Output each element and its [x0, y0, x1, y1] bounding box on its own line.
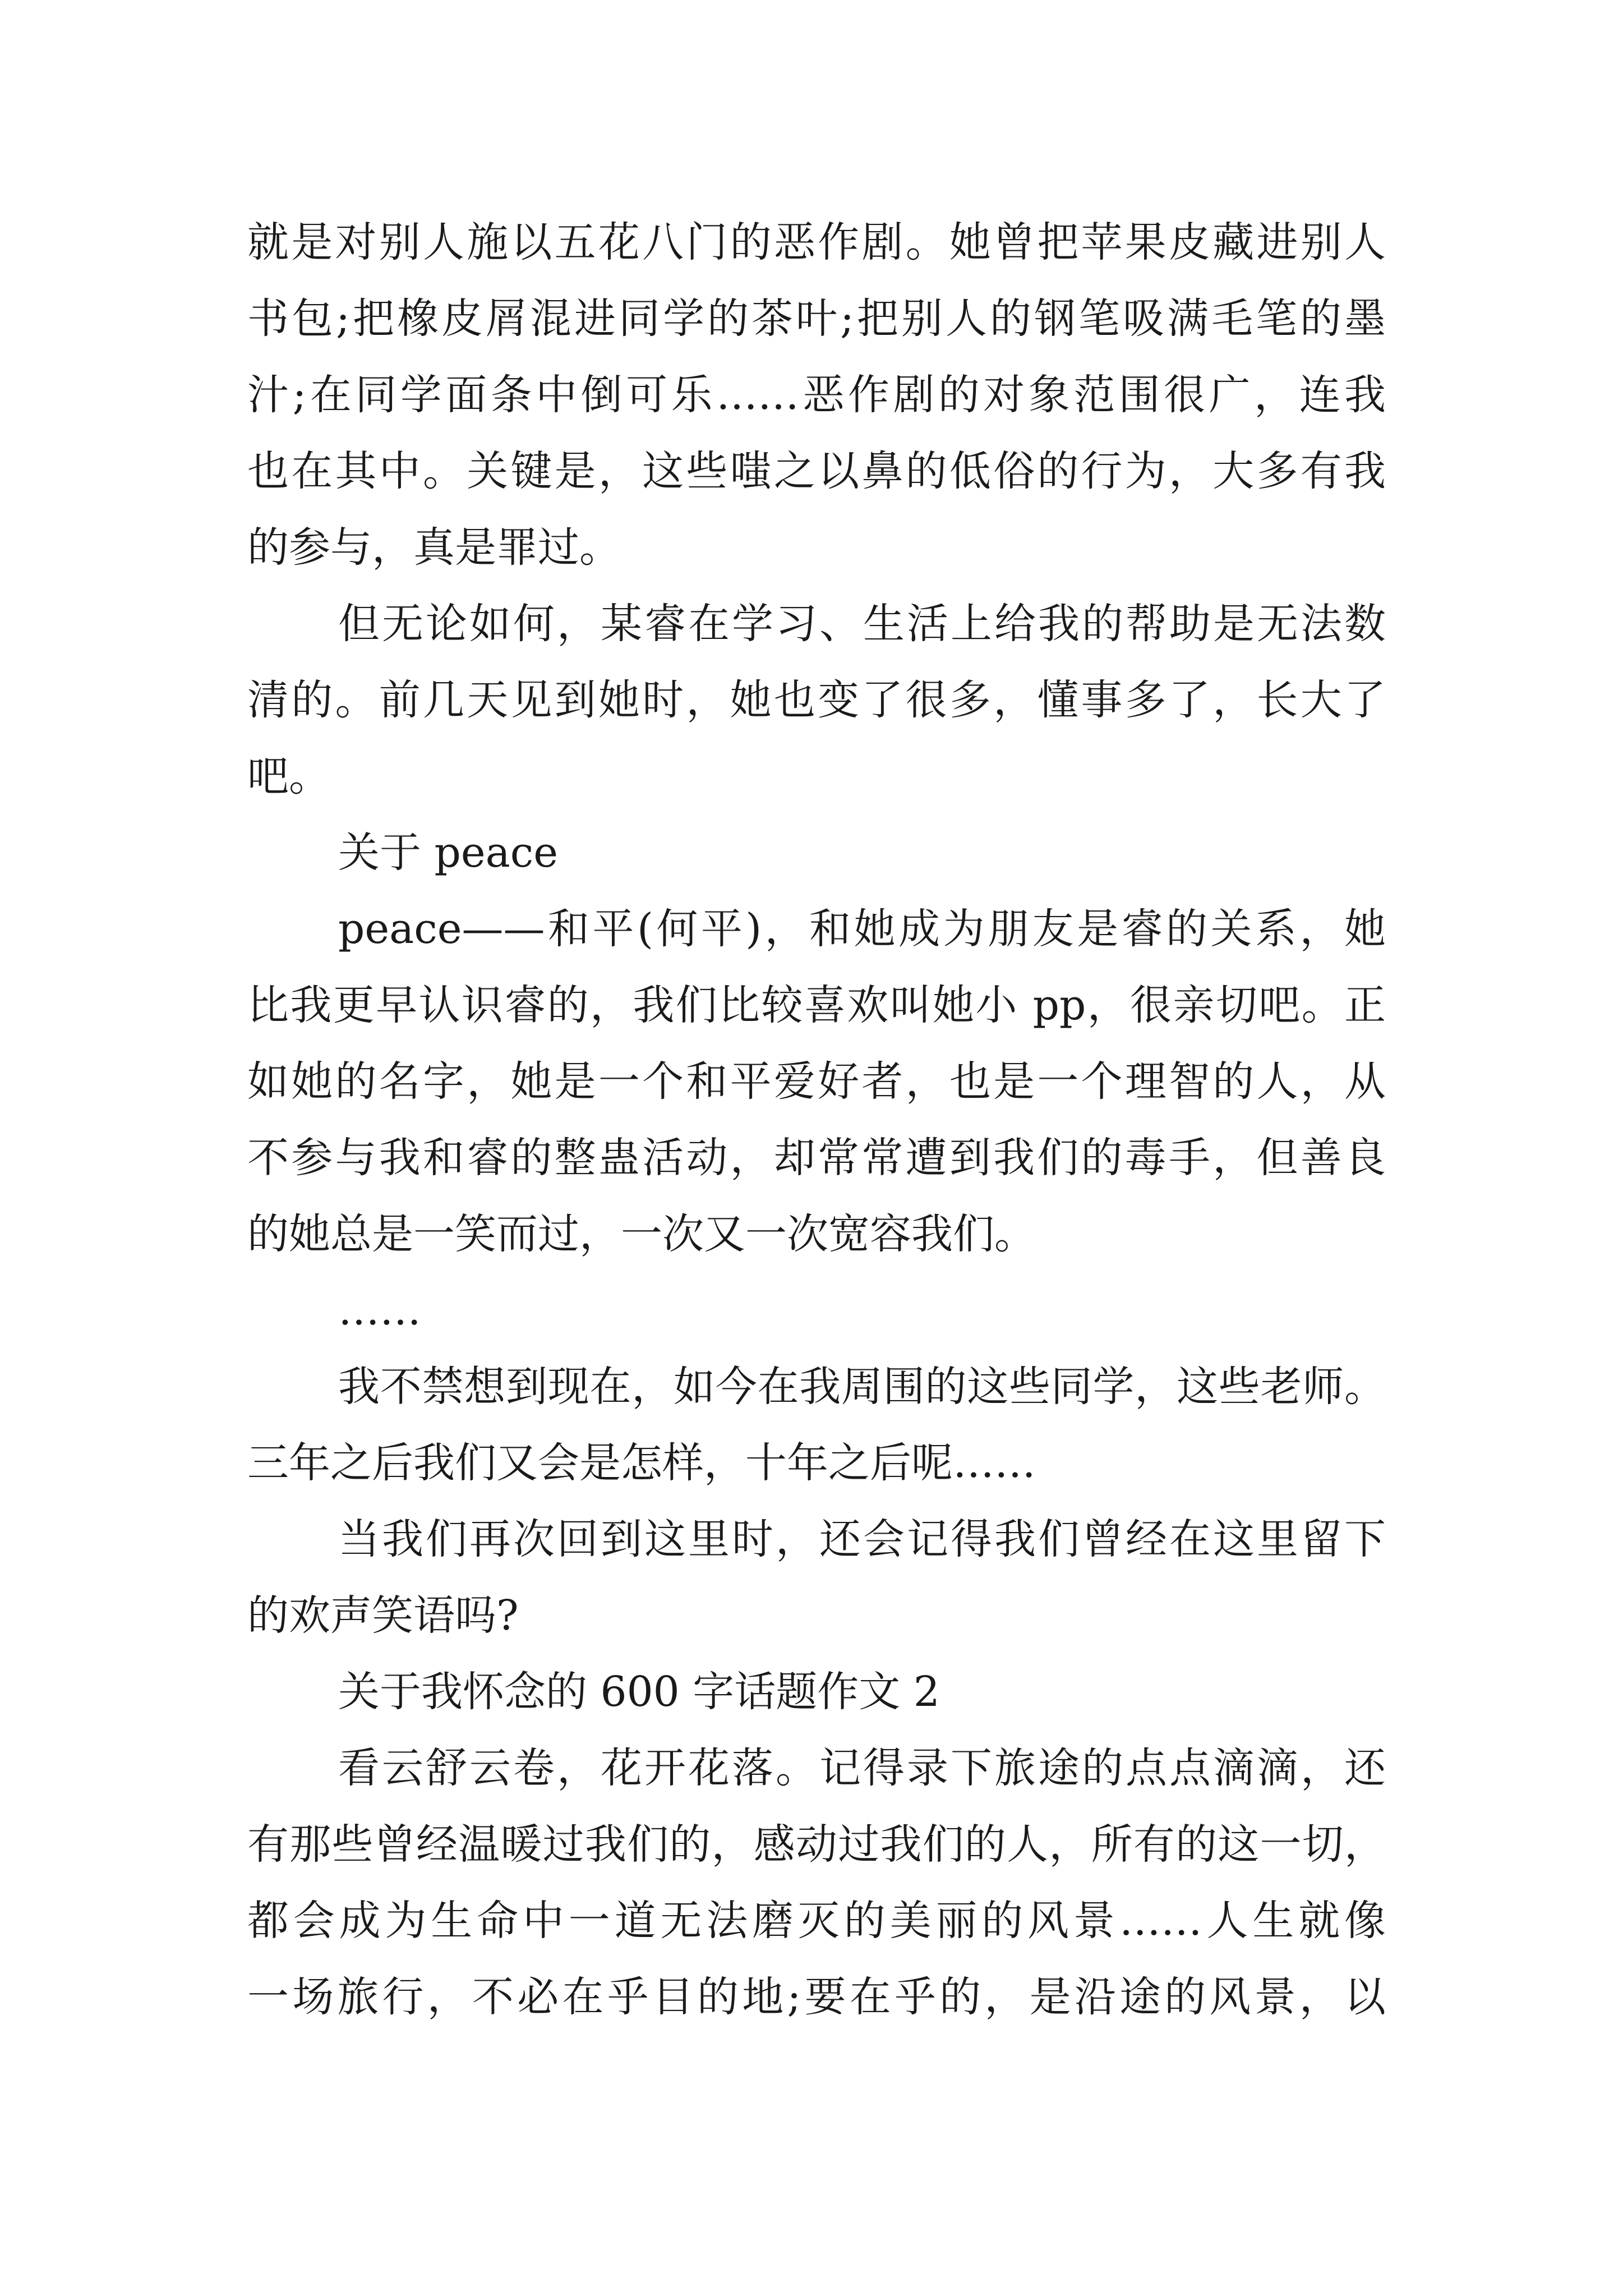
text-line: 都会成为生命中一道无法磨灭的美丽的风景……人生就像 [247, 1897, 1386, 1945]
text-line: 不参与我和睿的整蛊活动，却常常遭到我们的毒手，但善良 [247, 1134, 1386, 1182]
paragraph-first-line: 但无论如何，某睿在学习、生活上给我的帮助是无法数 [338, 600, 1386, 648]
paragraph-first-line: 我不禁想到现在，如今在我周围的这些同学，这些老师。 [338, 1363, 1386, 1411]
text-line: 的她总是一笑而过，一次又一次宽容我们。 [247, 1210, 1036, 1258]
text-line: 清的。前几天见到她时，她也变了很多，懂事多了，长大了 [247, 676, 1386, 724]
text-line: 书包;把橡皮屑混进同学的茶叶;把别人的钢笔吸满毛笔的墨 [247, 295, 1386, 343]
text-line: 有那些曾经温暖过我们的，感动过我们的人，所有的这一切， [247, 1820, 1386, 1869]
paragraph-first-line: 当我们再次回到这里时，还会记得我们曾经在这里留下 [338, 1515, 1386, 1563]
text-line: 三年之后我们又会是怎样，十年之后呢…… [247, 1439, 1036, 1487]
section-heading: 关于 peace [338, 829, 559, 877]
paragraph-first-line: peace——和平(何平)，和她成为朋友是睿的关系，她 [338, 905, 1386, 953]
text-line: 的欢声笑语吗? [247, 1591, 519, 1640]
text-line: 的参与，真是罪过。 [247, 523, 621, 572]
text-line: 汁;在同学面条中倒可乐……恶作剧的对象范围很广，连我 [247, 371, 1386, 419]
text-line: 如她的名字，她是一个和平爱好者，也是一个理智的人，从 [247, 1057, 1386, 1106]
essay-title: 关于我怀念的 600 字话题作文 2 [338, 1668, 940, 1716]
text-line: 比我更早认识睿的，我们比较喜欢叫她小 pp，很亲切吧。正 [247, 981, 1386, 1029]
text-line: 就是对别人施以五花八门的恶作剧。她曾把苹果皮藏进别人 [247, 218, 1386, 266]
text-line: 吧。 [247, 752, 330, 800]
text-line: 一场旅行，不必在乎目的地;要在乎的，是沿途的风景，以 [247, 1973, 1386, 2021]
paragraph-first-line: 看云舒云卷，花开花落。记得录下旅途的点点滴滴，还 [338, 1744, 1386, 1792]
ellipsis-line: …… [338, 1286, 421, 1335]
text-line: 也在其中。关键是，这些嗤之以鼻的低俗的行为，大多有我 [247, 447, 1386, 495]
